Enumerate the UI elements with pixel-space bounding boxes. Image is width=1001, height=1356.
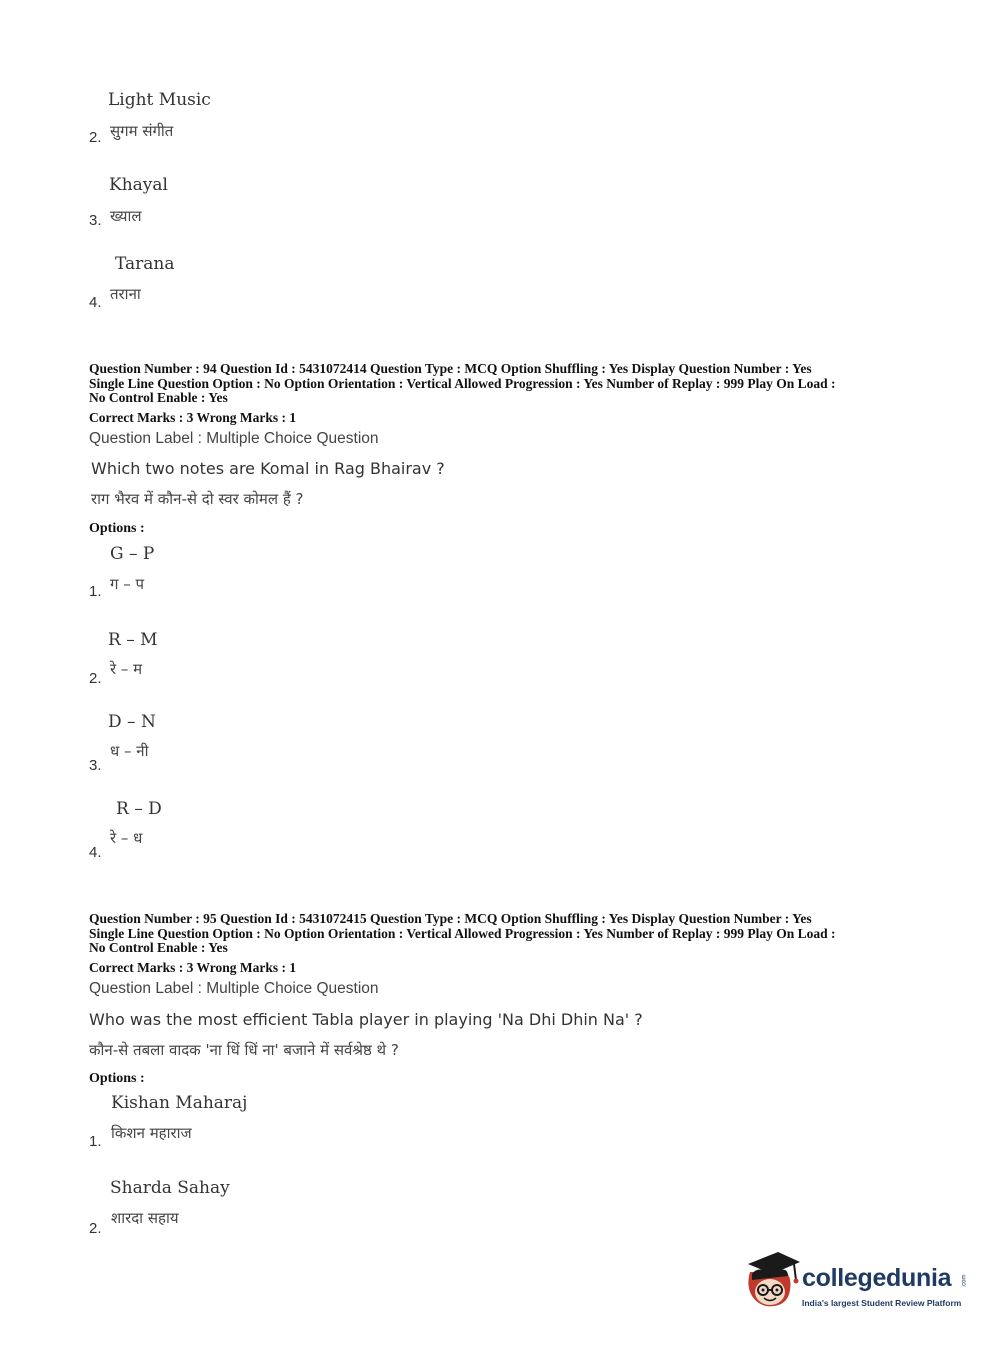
q95-option-1-hi: किशन महाराज bbox=[111, 1124, 192, 1142]
prev-option-2-hi: सुगम संगीत bbox=[110, 122, 174, 140]
mascot-icon bbox=[742, 1250, 802, 1320]
q95-options-heading: Options : bbox=[89, 1071, 145, 1086]
q95-question-label: Question Label : Multiple Choice Question bbox=[89, 980, 379, 997]
q95-meta-line-1: Question Number : 95 Question Id : 5431072415 Question Type : MCQ Option Shuffling : Yes Display Question Number : Yes bbox=[89, 911, 812, 926]
q95-question-hi: कौन-से तबला वादक 'ना धिं धिं ना' बजाने में सर्वश्रेष्ठ थे ? bbox=[89, 1041, 399, 1059]
q94-meta-line-1: Question Number : 94 Question Id : 5431072414 Question Type : MCQ Option Shuffling : Yes Display Question Number : Yes bbox=[89, 361, 812, 376]
q94-option-1-en: G – P bbox=[110, 544, 155, 564]
prev-option-4-hi: तराना bbox=[110, 285, 141, 303]
q94-option-1-number: 1. bbox=[89, 583, 102, 600]
prev-option-3-number: 3. bbox=[89, 212, 102, 229]
q94-option-1-hi: ग – प bbox=[110, 575, 145, 593]
q94-option-4-number: 4. bbox=[89, 844, 102, 861]
q94-meta-line-2: Single Line Question Option : No Option Orientation : Vertical Allowed Progression : Yes Number of Replay : 999 Play On Load : bbox=[89, 376, 836, 391]
q95-option-2-number: 2. bbox=[89, 1220, 102, 1237]
q94-option-3-hi: ध – नी bbox=[110, 742, 149, 760]
logo-brand-suffix: .com bbox=[961, 1274, 968, 1288]
prev-option-2-en: Light Music bbox=[108, 90, 211, 110]
q94-option-2-hi: रे – म bbox=[110, 660, 143, 678]
prev-option-3-en: Khayal bbox=[109, 175, 168, 195]
q94-option-2-en: R – M bbox=[108, 630, 158, 650]
prev-option-3-hi: ख्याल bbox=[110, 207, 142, 225]
q95-option-2-en: Sharda Sahay bbox=[110, 1178, 230, 1198]
q94-option-2-number: 2. bbox=[89, 670, 102, 687]
q94-option-4-hi: रे – ध bbox=[110, 829, 143, 847]
q94-marks: Correct Marks : 3 Wrong Marks : 1 bbox=[89, 410, 297, 425]
q94-option-4-en: R – D bbox=[116, 799, 162, 819]
prev-option-2-number: 2. bbox=[89, 129, 102, 146]
collegedunia-logo bbox=[742, 1250, 972, 1322]
prev-option-4-en: Tarana bbox=[115, 254, 175, 274]
q94-option-3-number: 3. bbox=[89, 757, 102, 774]
logo-tagline: India's largest Student Review Platform bbox=[802, 1298, 962, 1308]
q95-meta-line-3: No Control Enable : Yes bbox=[89, 940, 228, 955]
q94-question-hi: राग भैरव में कौन-से दो स्वर कोमल हैं ? bbox=[91, 490, 304, 508]
q95-marks: Correct Marks : 3 Wrong Marks : 1 bbox=[89, 960, 297, 975]
q95-question-en: Who was the most efficient Tabla player in playing 'Na Dhi Dhin Na' ? bbox=[89, 1010, 643, 1029]
q95-option-1-number: 1. bbox=[89, 1133, 102, 1150]
q95-option-2-hi: शारदा सहाय bbox=[111, 1209, 179, 1227]
q94-option-3-en: D – N bbox=[108, 712, 156, 732]
q94-options-heading: Options : bbox=[89, 521, 145, 536]
q94-meta-line-3: No Control Enable : Yes bbox=[89, 390, 228, 405]
q94-question-label: Question Label : Multiple Choice Question bbox=[89, 430, 379, 447]
q95-option-1-en: Kishan Maharaj bbox=[111, 1093, 248, 1113]
q95-meta-line-2: Single Line Question Option : No Option Orientation : Vertical Allowed Progression : Yes Number of Replay : 999 Play On Load : bbox=[89, 926, 836, 941]
logo-brand-text: collegedunia bbox=[802, 1264, 952, 1292]
q94-question-en: Which two notes are Komal in Rag Bhairav ? bbox=[91, 459, 445, 478]
prev-option-4-number: 4. bbox=[89, 294, 102, 311]
